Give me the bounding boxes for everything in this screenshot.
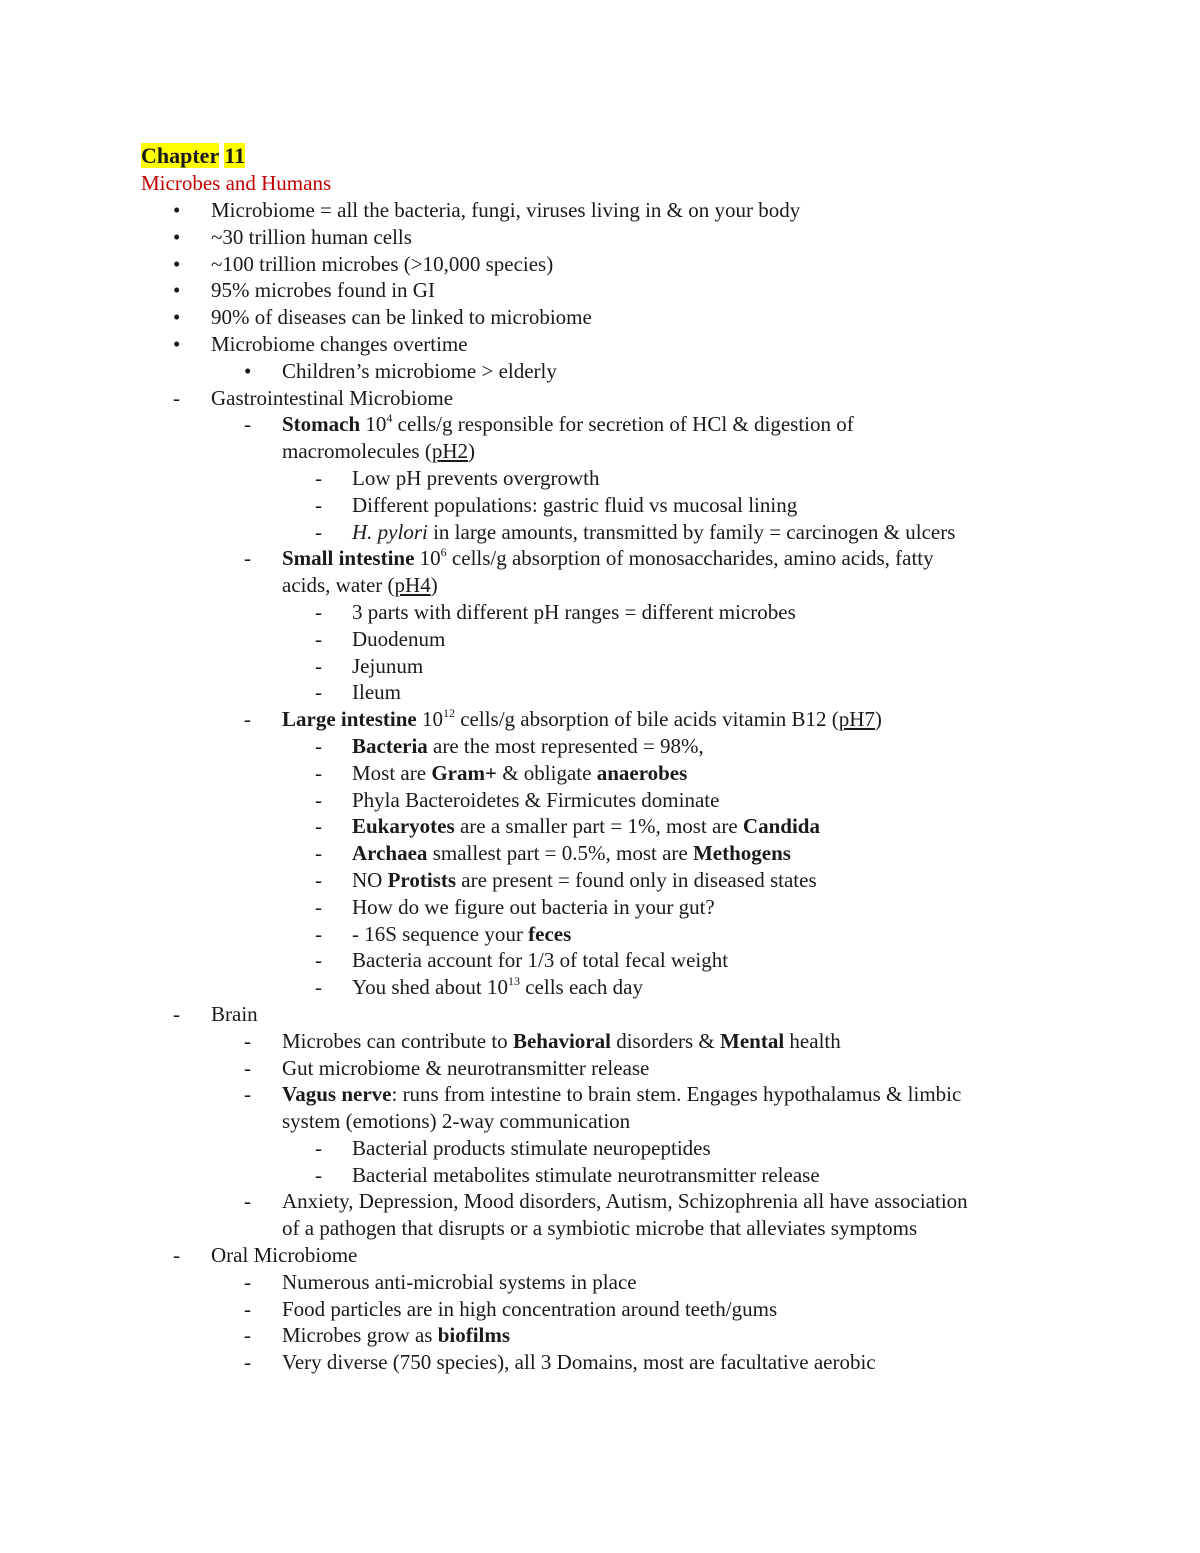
dash-marker: - xyxy=(315,894,322,919)
bullet-marker: • xyxy=(173,224,181,249)
bullet-marker: • xyxy=(173,251,181,276)
bullet-marker: • xyxy=(173,331,181,356)
dash-marker: - xyxy=(315,760,322,785)
dash-marker: - xyxy=(244,707,251,732)
dash-marker: - xyxy=(315,680,322,705)
dash-marker: - xyxy=(315,787,322,812)
dash-marker: - xyxy=(315,948,322,973)
brain-item: - Gut microbiome & neurotransmitter release xyxy=(244,1055,650,1080)
bullet-item: • ~30 trillion human cells xyxy=(173,224,412,249)
dash-marker: - xyxy=(244,1055,251,1080)
large-intestine-detail: - Eukaryotes are a smaller part = 1%, most are Candida xyxy=(315,814,820,839)
bullet-marker: • xyxy=(173,198,181,222)
stomach-item: - Stomach $10^4$ cells/g responsible for secretion of HCl & digestion of xyxy=(244,411,854,437)
bullet-item: • ~100 trillion microbes (>10,000 species) xyxy=(173,251,554,276)
stomach-detail: - H. pylori in large amounts, transmitted by family = carcinogen & ulcers xyxy=(315,519,956,544)
bullet-item: • 95% microbes found in GI xyxy=(173,278,435,303)
small-intestine-detail: - Jejunum xyxy=(315,653,424,678)
chapter-number: 11 xyxy=(224,143,246,168)
document-page xyxy=(141,142,1081,1376)
dash-marker: - xyxy=(315,1135,322,1160)
dash-marker: - xyxy=(173,1243,180,1268)
dash-marker: - xyxy=(315,867,322,892)
dash-marker: - xyxy=(244,1350,251,1375)
large-intestine-detail: - Archaea smallest part = 0.5%, most are Methogens xyxy=(315,841,791,866)
bullet-marker: • xyxy=(173,278,181,303)
brain-item: - Microbes can contribute to Behavioral disorders & Mental health xyxy=(244,1028,841,1053)
brain-item: - Vagus nerve: runs from intestine to brain stem. Engages hypothalamus & limbic xyxy=(244,1082,962,1107)
section-subheading: Microbes and Humans xyxy=(141,171,332,195)
dash-marker: - xyxy=(173,1001,180,1026)
dash-marker: - xyxy=(244,412,251,437)
oral-item: - Food particles are in high concentration around teeth/gums xyxy=(244,1296,778,1321)
dash-marker: - xyxy=(244,1082,251,1107)
stomach-detail: - Low pH prevents overgrowth xyxy=(315,465,600,490)
brain-item-continued: system (emotions) 2-way communication xyxy=(282,1109,631,1134)
dash-marker: - xyxy=(244,546,251,571)
large-intestine-detail: - - 16S sequence your feces xyxy=(315,921,572,946)
small-intestine-detail: - 3 parts with different pH ranges = different microbes xyxy=(315,599,796,624)
large-intestine-detail: - Most are Gram+ & obligate anaerobes xyxy=(315,760,688,785)
chapter-heading xyxy=(141,142,1081,170)
dash-marker: - xyxy=(315,599,322,624)
dash-marker: - xyxy=(315,492,322,517)
bullet-item: • 90% of diseases can be linked to microbiome xyxy=(173,305,592,330)
dash-marker: - xyxy=(315,814,322,839)
dash-marker: - xyxy=(244,1269,251,1294)
large-intestine-item: - Large intestine $10^{12}$ cells/g absorption of bile acids vitamin B12 (pH7) xyxy=(244,706,882,732)
dash-marker: - xyxy=(315,626,322,651)
dash-marker: - xyxy=(244,1189,251,1214)
oral-item: - Numerous anti-microbial systems in place xyxy=(244,1269,637,1294)
brain-detail: - Bacterial products stimulate neuropeptides xyxy=(315,1135,711,1160)
oral-item: - Very diverse (750 species), all 3 Domains, most are facultative aerobic xyxy=(244,1350,876,1375)
section-gastrointestinal: - Gastrointestinal Microbiome xyxy=(173,385,454,410)
small-intestine-item-continued: acids, water (pH4) xyxy=(282,573,438,598)
dash-marker: - xyxy=(244,1296,251,1321)
stomach-detail: - Different populations: gastric fluid vs mucosal lining xyxy=(315,492,798,517)
dash-marker: - xyxy=(173,385,180,410)
chapter-word: Chapter xyxy=(141,143,219,168)
large-intestine-detail: - Bacteria account for 1/3 of total fecal weight xyxy=(315,948,729,973)
brain-detail: - Bacterial metabolites stimulate neurotransmitter release xyxy=(315,1162,820,1187)
brain-item: - Anxiety, Depression, Mood disorders, Autism, Schizophrenia all have association xyxy=(244,1189,968,1214)
dash-marker: - xyxy=(315,653,322,678)
sub-bullet-item: • Children’s microbiome > elderly xyxy=(244,358,557,383)
dash-marker: - xyxy=(315,465,322,490)
bullet-item: • Microbiome = all the bacteria, fungi, viruses living in & on your body xyxy=(173,198,801,222)
bullet-marker: • xyxy=(244,358,252,383)
large-intestine-detail: - Bacteria are the most represented = 98%, xyxy=(315,733,704,758)
section-brain: - Brain xyxy=(173,1001,258,1026)
large-intestine-detail: - NO Protists are present = found only in diseased states xyxy=(315,867,817,892)
dash-marker: - xyxy=(315,975,322,1000)
section-oral: - Oral Microbiome xyxy=(173,1243,358,1268)
small-intestine-detail: - Duodenum xyxy=(315,626,446,651)
oral-item: - Microbes grow as biofilms xyxy=(244,1323,511,1348)
large-intestine-detail: - You shed about $10^{13}$ cells each day xyxy=(315,974,643,1000)
dash-marker: - xyxy=(315,519,322,544)
bullet-marker: • xyxy=(173,305,181,330)
small-intestine-item: - Small intestine $10^6$ cells/g absorption of monosaccharides, amino acids, fatty xyxy=(244,545,934,571)
dash-marker: - xyxy=(244,1028,251,1053)
large-intestine-detail: - Phyla Bacteroidetes & Firmicutes dominate xyxy=(315,787,720,812)
bullet-item: • Microbiome changes overtime xyxy=(173,331,468,356)
small-intestine-detail: - Ileum xyxy=(315,680,401,705)
dash-marker: - xyxy=(315,1162,322,1187)
large-intestine-detail: - How do we figure out bacteria in your gut? xyxy=(315,894,715,919)
dash-marker: - xyxy=(315,733,322,758)
dash-marker: - xyxy=(315,841,322,866)
brain-item-continued: of a pathogen that disrupts or a symbiotic microbe that alleviates symptoms xyxy=(282,1216,918,1241)
stomach-item-continued: macromolecules (pH2) xyxy=(282,439,476,464)
dash-marker: - xyxy=(244,1323,251,1348)
dash-marker: - xyxy=(315,921,322,946)
